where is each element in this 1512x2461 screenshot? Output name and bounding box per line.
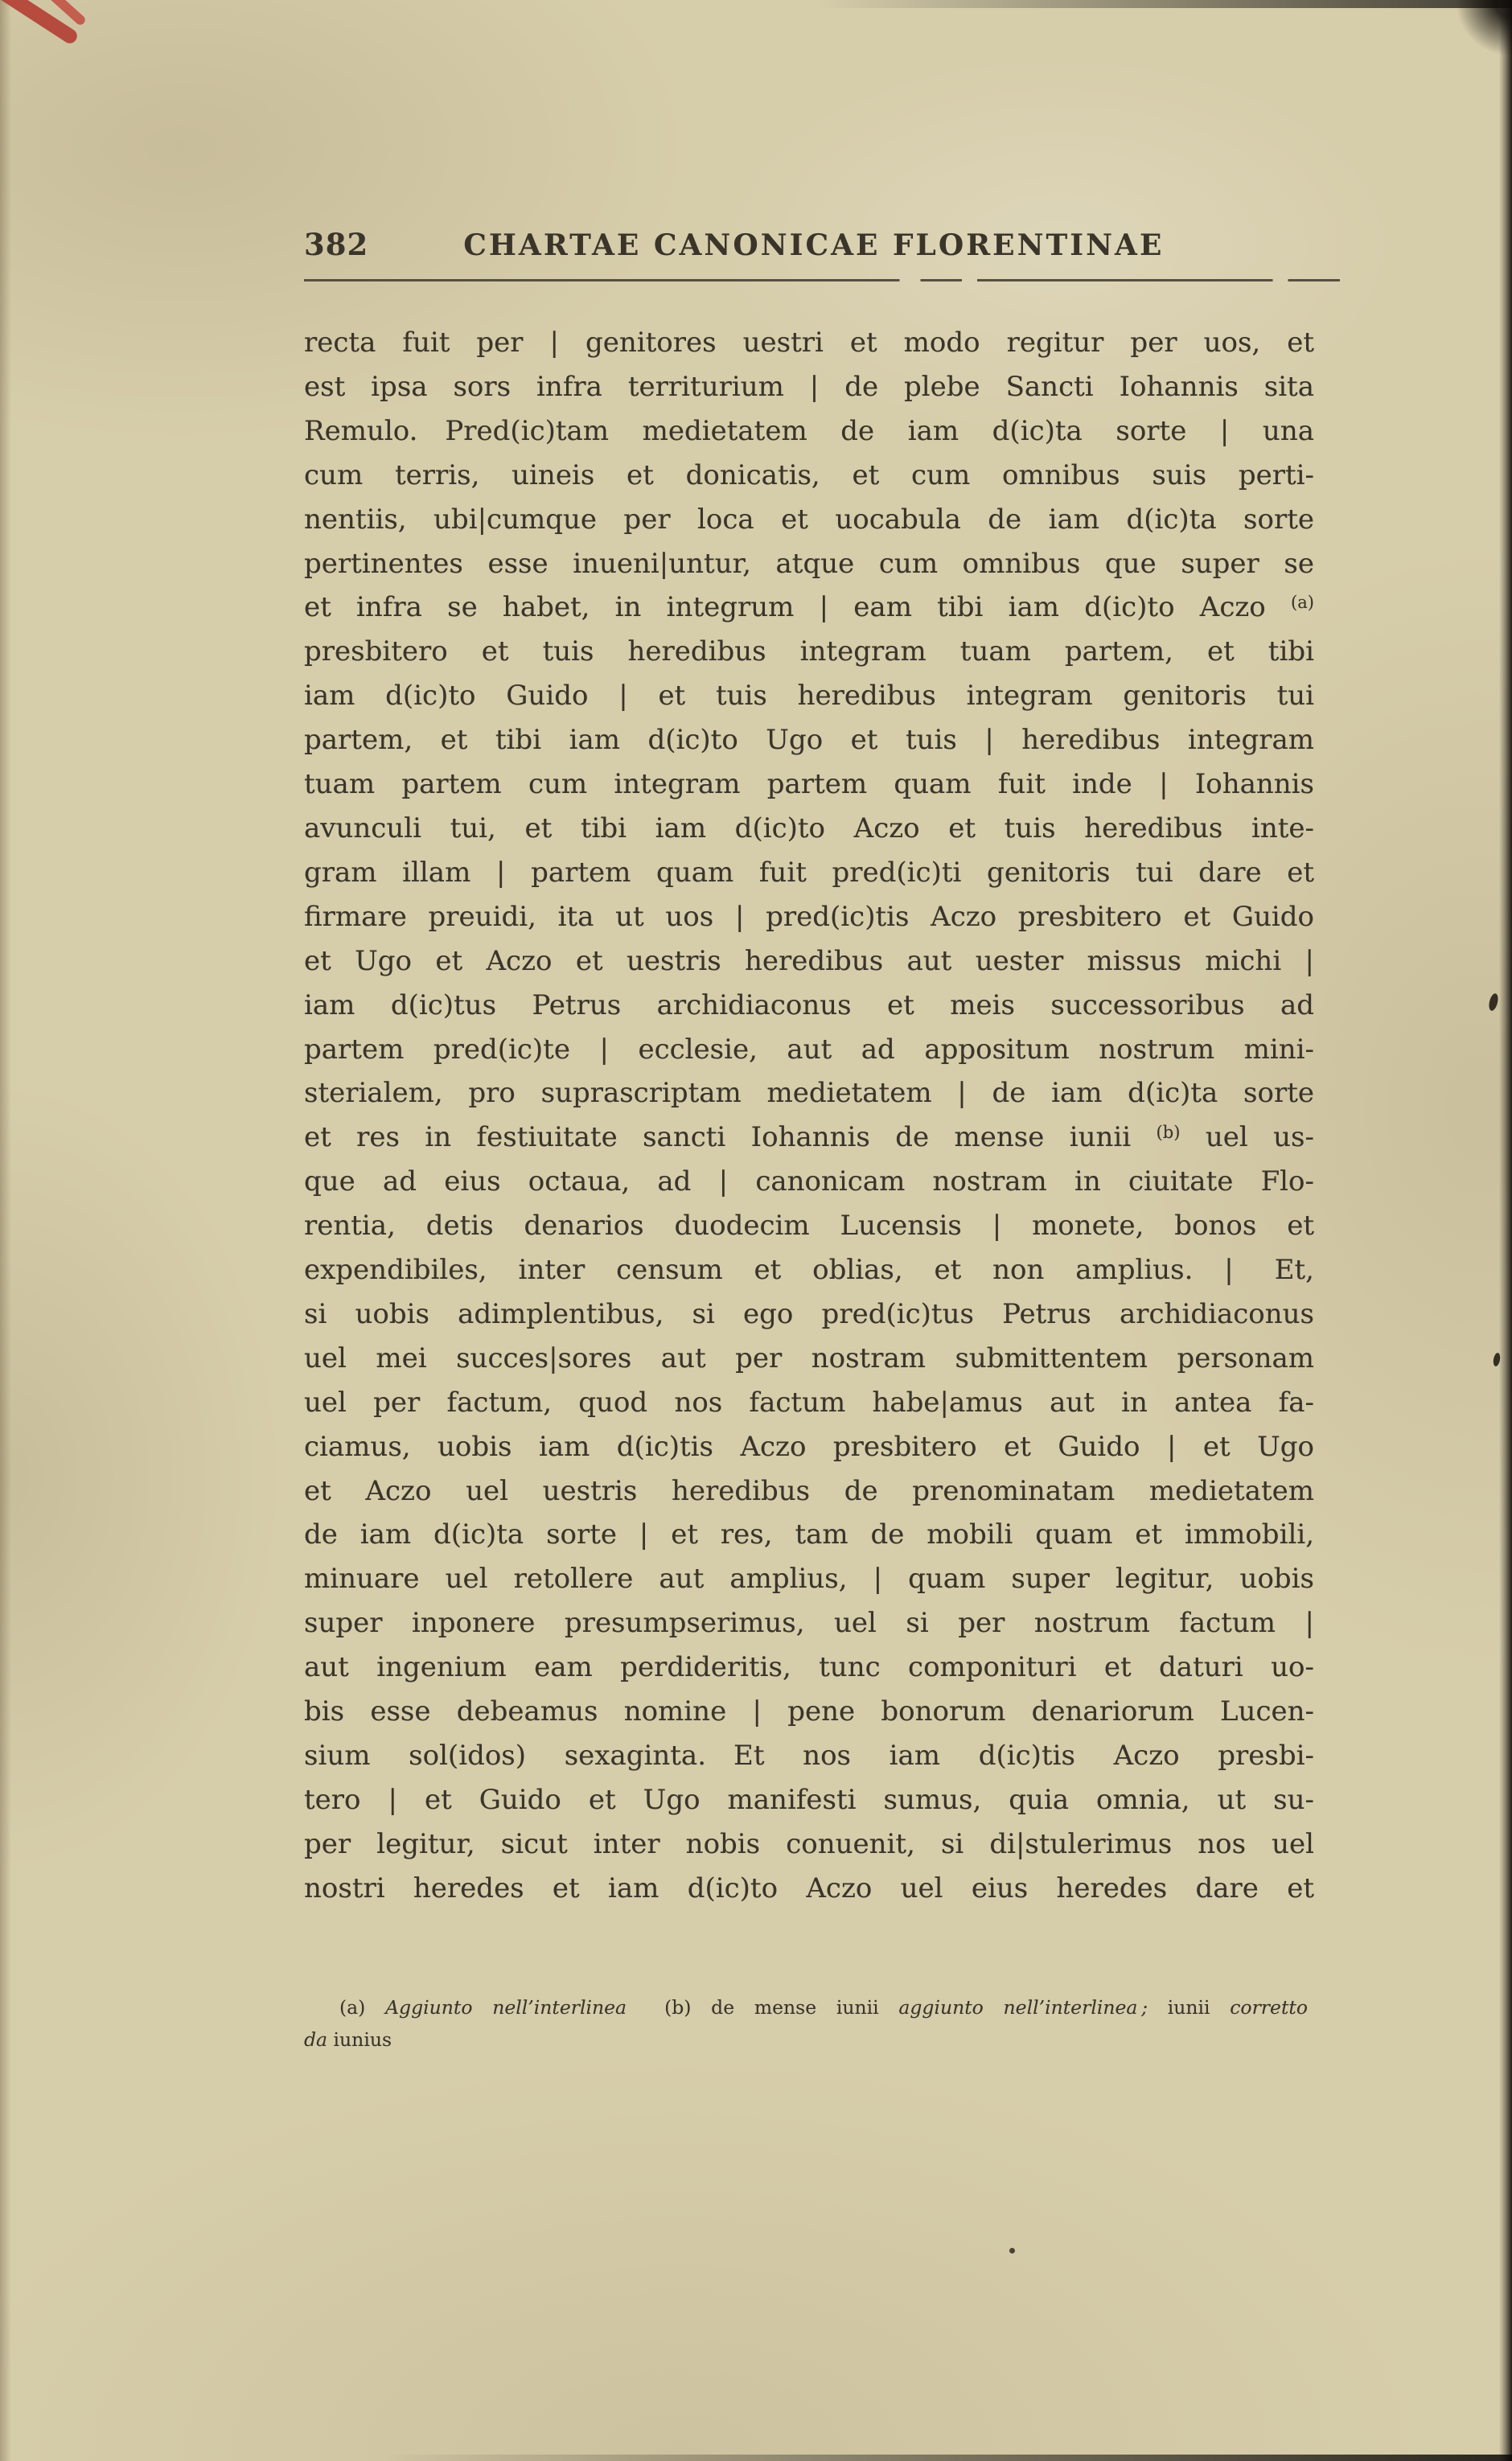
body-line: nostri heredes et iam d(ic)to Aczo uel eius heredes dare et [304, 1871, 1314, 1904]
body-line: pertinentes esse inueni|untur, atque cum omnibus que super se [304, 547, 1314, 580]
body-line: avunculi tui, et tibi iam d(ic)to Aczo et tuis heredibus inte- [304, 811, 1314, 844]
scan-bottom-edge-shadow [0, 2455, 1512, 2461]
footnote-marker: (b) [1156, 1121, 1181, 1142]
body-line: iam d(ic)to Guido | et tuis heredibus integram genitoris tui [304, 680, 1314, 713]
ink-speck [1487, 992, 1499, 1012]
body-line: uel per factum, quod nos factum habe|amus aut in antea fa- [304, 1386, 1314, 1419]
body-line: tuam partem cum integram partem quam fuit inde | Iohannis [304, 768, 1314, 801]
body-line: nentiis, ubi|cumque per loca et uocabula de iam d(ic)ta sorte [304, 503, 1314, 536]
body-line: tero | et Guido et Ugo manifesti sumus, quia omnia, ut su- [304, 1783, 1314, 1816]
footnote-italic-text: aggiunto nell’interlinea ; [898, 1996, 1148, 2019]
body-line: minuare uel retollere aut amplius, | quam super legitur, uobis [304, 1563, 1314, 1596]
body-line: firmare preuidi, ita ut uos | pred(ic)tis Aczo presbitero et Guido [304, 900, 1314, 933]
footnote-italic-text: corretto [1230, 1996, 1308, 2019]
scan-left-edge-shading [0, 0, 11, 2461]
footnote-text: (b) de mense iunii [627, 1996, 899, 2019]
footnote-line-1 [304, 1991, 1308, 2023]
body-line: partem, et tibi iam d(ic)to Ugo et tuis | heredibus integram [304, 724, 1314, 757]
page-title: CHARTAE CANONICAE FLORENTINAE [463, 228, 1165, 262]
footnotes [304, 1991, 1308, 2056]
body-line: uel mei succes|sores aut per nostram submittentem personam [304, 1341, 1314, 1374]
footnote-text: iunius [327, 2028, 392, 2051]
ink-speck [1009, 2248, 1015, 2254]
body-text [304, 321, 1314, 1911]
body-line: gram illam | partem quam fuit pred(ic)ti genitoris tui dare et [304, 856, 1314, 889]
body-line: que ad eius octaua, ad | canonicam nostram in ciuitate Flo- [304, 1165, 1314, 1198]
body-line: et Aczo uel uestris heredibus de prenominatam medietatem [304, 1474, 1314, 1507]
footnote-line-2 [304, 2023, 1308, 2056]
body-line: est ipsa sors infra territurium | de plebe Sancti Iohannis sita [304, 370, 1314, 403]
body-line: et res in festiuitate sancti Iohannis de mense iunii $^{(b)}$ uel us- [304, 1121, 1314, 1154]
footnote-italic-text: da [304, 2028, 328, 2051]
body-line: bis esse debeamus nomine | pene bonorum denariorum Lucen- [304, 1695, 1314, 1728]
body-line: recta fuit per | genitores uestri et modo regitur per uos, et [304, 327, 1314, 359]
body-line: de iam d(ic)ta sorte | et res, tam de mobili quam et immobili, [304, 1518, 1314, 1551]
scan-top-edge-shadow [816, 0, 1512, 8]
scan-right-edge-shadow [1499, 0, 1512, 2461]
body-line: cum terris, uineis et donicatis, et cum omnibus suis perti- [304, 458, 1314, 491]
body-line: presbitero et tuis heredibus integram tuam partem, et tibi [304, 635, 1314, 668]
body-line: aut ingenium eam perdideritis, tunc componituri et daturi uo- [304, 1651, 1314, 1684]
body-line: et infra se habet, in integrum | eam tibi iam d(ic)to Aczo $^{(a)}$ [304, 591, 1314, 624]
scan-corner-shadow [1407, 0, 1512, 56]
body-line: per legitur, sicut inter nobis conuenit, si di|stulerimus nos uel [304, 1827, 1314, 1860]
page-number: 382 [304, 227, 369, 262]
footnote-text: (a) [339, 1996, 386, 2019]
header-rule [304, 279, 1340, 281]
footnote-italic-text: Aggiunto nell’interlinea [385, 1996, 627, 2019]
body-line: si uobis adimplentibus, si ego pred(ic)tus Petrus archidiaconus [304, 1297, 1314, 1330]
body-line: partem pred(ic)te | ecclesie, aut ad appositum nostrum mini- [304, 1033, 1314, 1066]
body-line: iam d(ic)tus Petrus archidiaconus et meis successoribus ad [304, 988, 1314, 1021]
body-line: sium sol(idos) sexaginta. Et nos iam d(ic)tis Aczo presbi- [304, 1740, 1314, 1772]
footnote-marker: (a) [1290, 591, 1314, 612]
running-header [304, 227, 1319, 262]
body-line: expendibiles, inter censum et oblias, et non amplius. | Et, [304, 1254, 1314, 1287]
body-line: ciamus, uobis iam d(ic)tis Aczo presbitero et Guido | et Ugo [304, 1430, 1314, 1463]
footnote-text: iunii [1148, 1996, 1231, 2019]
body-line: rentia, detis denarios duodecim Lucensis | monete, bonos et [304, 1210, 1314, 1243]
body-line: sterialem, pro suprascriptam medietatem | de iam d(ic)ta sorte [304, 1077, 1314, 1110]
body-line: super inponere presumpserimus, uel si per nostrum factum | [304, 1607, 1314, 1640]
body-line: Remulo. Pred(ic)tam medietatem de iam d(ic)ta sorte | una [304, 414, 1314, 447]
body-line: et Ugo et Aczo et uestris heredibus aut uester missus michi | [304, 944, 1314, 977]
